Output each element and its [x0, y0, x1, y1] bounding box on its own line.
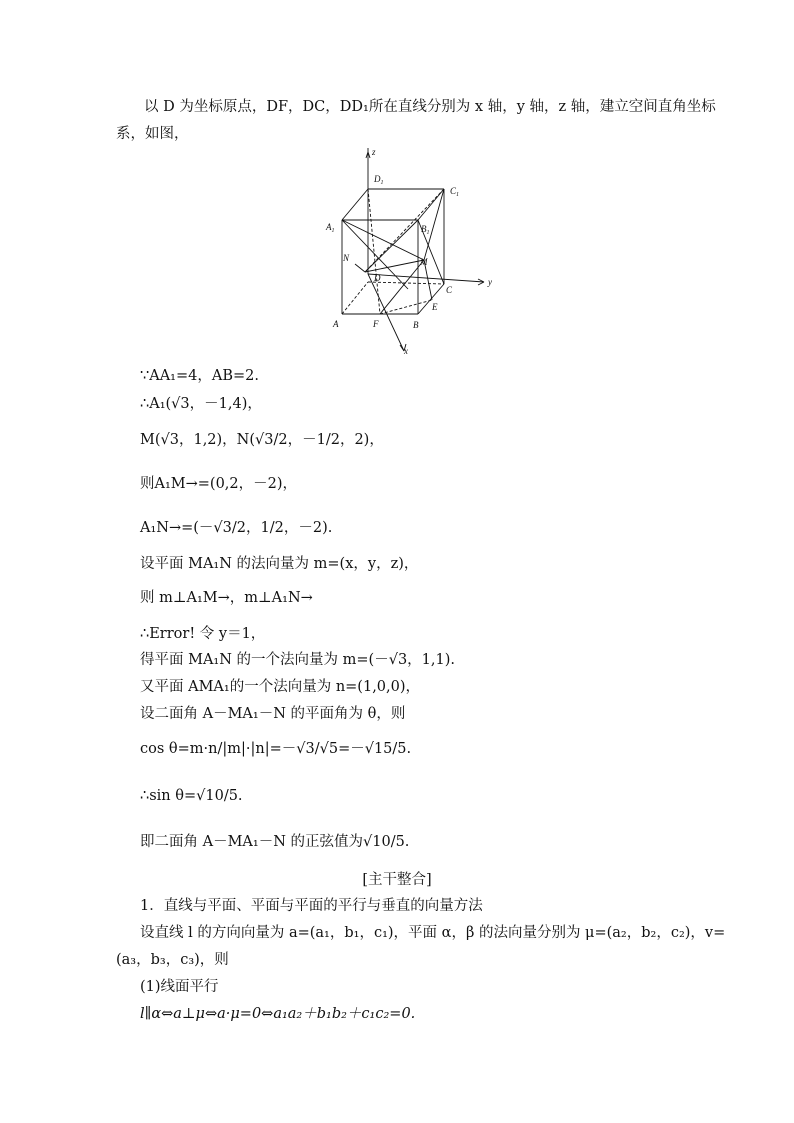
label-y: y — [488, 277, 492, 287]
error-line: ∴Error! 令 y＝1， — [140, 626, 266, 642]
a1m-vector-line: 则A₁M→=(0,2，－2)， — [140, 476, 298, 492]
label-D: D — [374, 273, 381, 283]
m-n-coord-line: M(√3，1,2)，N(√3/2，－1/2，2)， — [140, 432, 384, 448]
answer-line: 即二面角 A－MA₁－N 的正弦值为√10/5. — [140, 834, 410, 850]
given-line: ∵AA₁=4，AB=2. — [140, 368, 259, 384]
label-B1: $B_1$ — [421, 224, 430, 236]
a1-coord-line: ∴A₁(√3，－1,4)， — [140, 396, 262, 412]
normal-intro-line: 设平面 MA₁N 的法向量为 m=(x，y，z)， — [140, 556, 419, 572]
intro-text-1: 以 D 为坐标原点，DF，DC，DD₁所在直线分别为 x 轴，y 轴，z 轴，建立空间直角坐标 — [144, 99, 716, 115]
intro-line-2 — [116, 124, 189, 144]
theta-line: 设二面角 A－MA₁－N 的平面角为 θ，则 — [140, 706, 406, 722]
cube-figure — [320, 144, 500, 356]
label-D1: $D_1$ — [374, 174, 384, 186]
label-B: B — [413, 320, 419, 330]
intro-line-1 — [144, 97, 716, 117]
label-A1: $A_1$ — [326, 222, 335, 234]
label-F: F — [373, 319, 379, 329]
normal-n-line: 又平面 AMA₁的一个法向量为 n=(1,0,0)， — [140, 679, 421, 695]
vector-def-line-2: (a₃，b₃，c₃)，则 — [116, 952, 229, 968]
label-C1: $C_1$ — [450, 186, 460, 198]
y-axis — [368, 274, 484, 282]
label-M: M — [420, 257, 428, 267]
normal-m-line: 得平面 MA₁N 的一个法向量为 m=(－√3，1,1). — [140, 652, 455, 668]
cos-line: cos θ=m·n/|m|·|n|=－√3/√5=－√15/5. — [140, 741, 412, 757]
intro-text-2: 系，如图， — [116, 126, 189, 142]
label-z: z — [372, 147, 376, 157]
label-E: E — [432, 302, 438, 312]
section-title: [主干整合] — [362, 872, 432, 888]
a1n-vector-line: A₁N→=(－√3/2，1/2，－2). — [140, 520, 333, 536]
label-x: x — [404, 346, 408, 356]
vector-def-line-1: 设直线 l 的方向向量为 a=(a₁，b₁，c₁)，平面 α，β 的法向量分别为 μ=(a₂，b₂，c₂)，v= — [140, 925, 726, 941]
perp-line: 则 m⊥A₁M→，m⊥A₁N→ — [140, 590, 313, 606]
label-A: A — [333, 319, 339, 329]
parallel-condition: l∥α⇔a⊥μ⇔a·μ=0⇔a₁a₂＋b₁b₂＋c₁c₂=0. — [140, 1006, 416, 1022]
label-C: C — [446, 285, 453, 295]
label-N: N — [343, 253, 350, 263]
sub-heading-parallel: (1)线面平行 — [140, 979, 219, 995]
sin-line: ∴sin θ=√10/5. — [140, 788, 243, 804]
heading-1: 1．直线与平面、平面与平面的平行与垂直的向量方法 — [140, 898, 483, 914]
